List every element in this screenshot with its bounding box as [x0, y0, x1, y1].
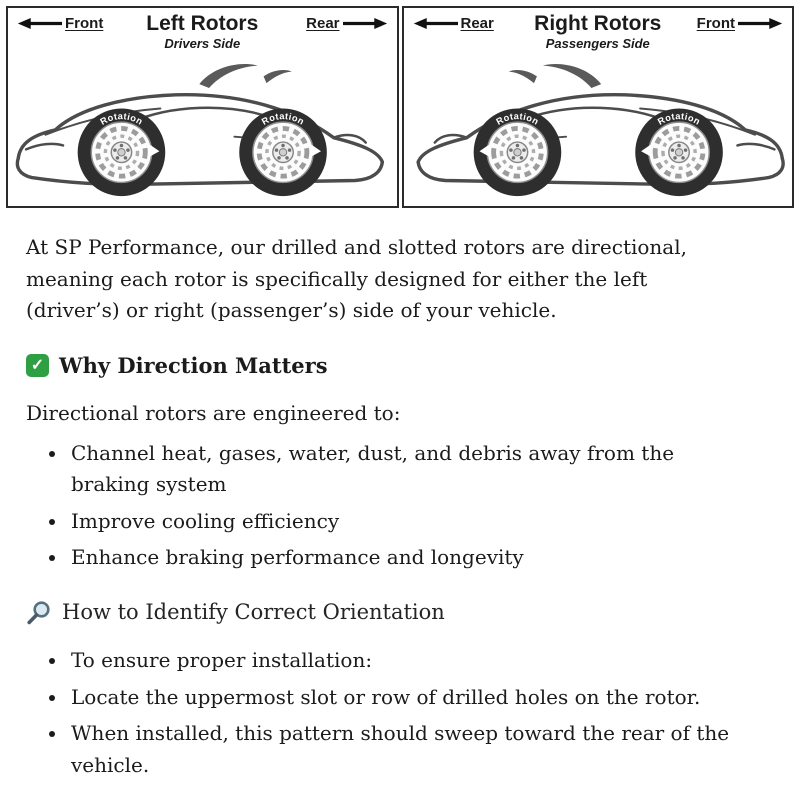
car-illustration-right — [404, 53, 793, 199]
benefit-item: • Improve cooling efficiency — [68, 506, 731, 538]
right-rotors-panel — [402, 6, 795, 208]
front-direction-indicator — [661, 15, 784, 32]
rear-direction-indicator — [258, 15, 388, 32]
rotor-direction-diagram — [0, 0, 800, 208]
check-mark-icon: ✓ — [26, 354, 49, 377]
magnifier-icon — [26, 600, 52, 626]
rotation-label-front-wheel: Rotation — [98, 111, 145, 127]
orientation-list — [26, 645, 772, 781]
article — [0, 208, 800, 811]
panel-subtitle: Passengers Side — [545, 36, 650, 52]
orientation-item: • To ensure proper installation: — [68, 645, 731, 677]
left-panel-header — [8, 8, 397, 51]
heading-text: How to Identify Correct Orientation — [62, 599, 445, 624]
panel-subtitle: Drivers Side — [164, 36, 241, 52]
orientation-item: • Locate the uppermost slot or row of drilled holes on the rotor. — [68, 682, 731, 714]
benefits-list — [26, 438, 772, 574]
left-panel-titles — [146, 13, 258, 51]
right-panel-header — [404, 8, 793, 51]
front-arrow-icon — [738, 17, 784, 30]
rear-arrow-icon — [412, 17, 458, 30]
section-lead: Directional rotors are engineered to: — [26, 400, 401, 425]
benefit-item: • Enhance braking performance and longevity — [68, 542, 731, 574]
right-panel-titles — [534, 13, 661, 51]
rear-direction-indicator — [412, 15, 535, 32]
rear-arrow-icon — [343, 17, 389, 30]
intro-paragraph: At SP Performance, our drilled and slotted rotors are directional, meaning each rotor is specifically designed for either the left (driver’s) or right (passenger’s) side of your vehicle. — [26, 235, 687, 323]
front-direction-indicator — [16, 15, 146, 32]
front-label: Front — [696, 15, 735, 32]
rear-label: Rear — [306, 15, 340, 32]
front-label: Front — [65, 15, 104, 32]
rotation-label-front-wheel: Rotation — [493, 111, 541, 127]
car-illustration-left — [8, 53, 397, 199]
panel-title: Right Rotors — [534, 12, 662, 35]
left-rotors-panel — [6, 6, 399, 208]
section-heading-why-direction-matters — [26, 349, 772, 382]
rotation-label-rear-wheel: Rotation — [655, 111, 702, 127]
section-heading-identify-orientation — [26, 596, 772, 629]
rear-label: Rear — [460, 15, 494, 32]
benefit-item: • Channel heat, gases, water, dust, and debris away from the braking system — [68, 438, 731, 501]
front-arrow-icon — [16, 17, 62, 30]
rotation-label-rear-wheel: Rotation — [260, 111, 307, 127]
heading-text: Why Direction Matters — [59, 352, 328, 378]
panel-title: Left Rotors — [146, 12, 259, 35]
orientation-item: • When installed, this pattern should sweep toward the rear of the vehicle. — [68, 718, 731, 781]
